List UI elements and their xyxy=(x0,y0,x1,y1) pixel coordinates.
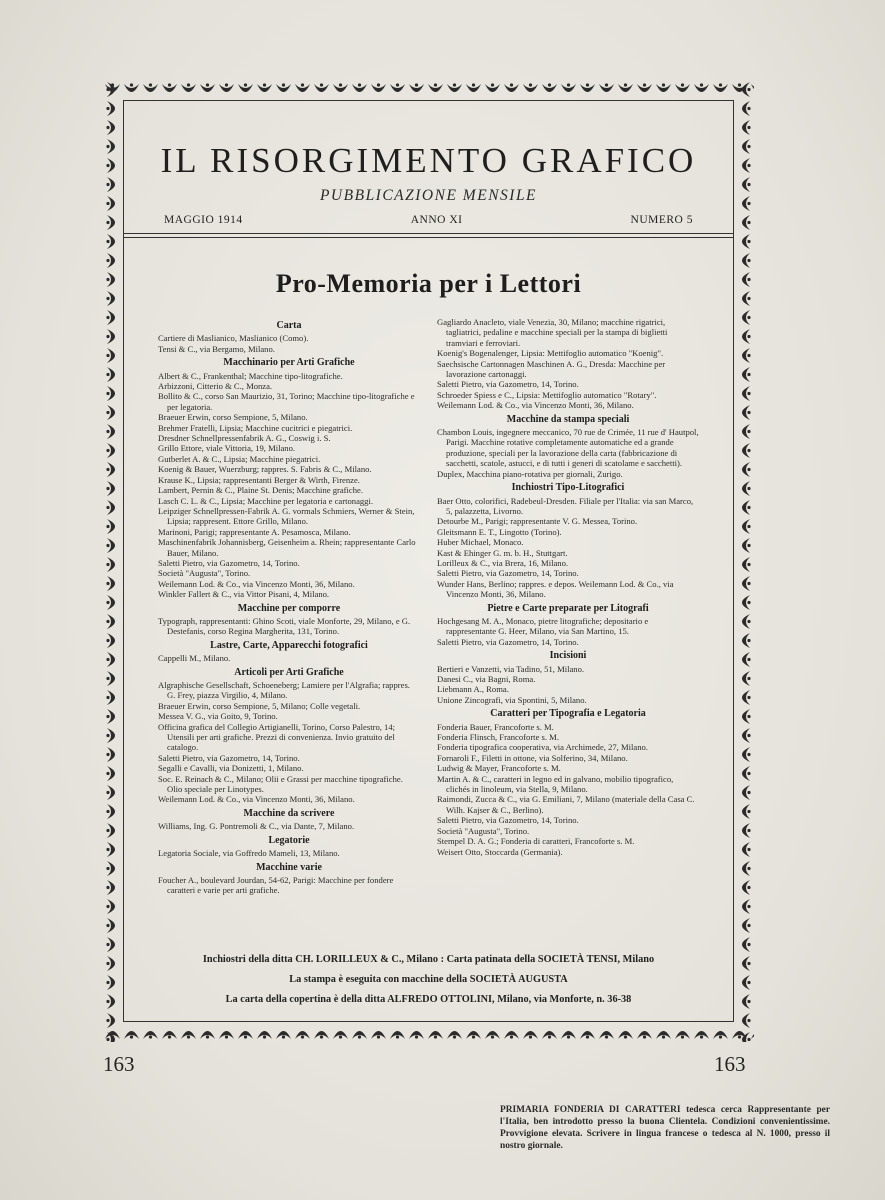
directory-entry: Gleitsmann E. T., Lingotto (Torino). xyxy=(437,526,562,537)
directory-entry: Saletti Pietro, via Gazometro, 14, Torino. xyxy=(437,379,579,390)
classified-advert: PRIMARIA FONDERIA DI CARATTERI tedesca cerca Rappresentante per l'Italia, ben introdotto presso la buona Clientela. Condizioni convenientissime. Provvigione elevata. Scrivere in lingua francese o tedesca al N. 1000, presso il nostro giornale. xyxy=(500,1105,830,1151)
issue-number: NUMERO 5 xyxy=(630,214,693,226)
directory-entry: Cartiere di Maslianico, Maslianico (Como). xyxy=(158,333,309,344)
section-heading: Macchine varie xyxy=(256,861,322,873)
directory-entry: Krause K., Lipsia; rappresentanti Berger & Wirth, Firenze. xyxy=(158,474,360,485)
directory-entry: Weilemann Lod. & Co., via Vincenzo Monti, 36, Milano. xyxy=(158,578,355,589)
directory-entry: Baer Otto, colorifici, Radebeul-Dresden. Filiale per l'Italia: via san Marco, 5, palazzetta, Livorno. xyxy=(437,495,694,516)
directory-entry: Saechsische Cartonnagen Maschinen A. G., Dresda: Macchine per lavorazione cartonaggi. xyxy=(437,358,666,380)
directory-entry: Legatoria Sociale, via Goffredo Mameli, 13, Milano. xyxy=(158,848,340,859)
directory-entry: Maschinenfabrik Johannisberg, Geisenheim a. Rhein; rappresentante Carlo Bauer, Milano. xyxy=(158,537,416,558)
directory-entry: Grillo Ettore, viale Vittoria, 19, Milano. xyxy=(158,443,296,454)
section-heading: Macchine per comporre xyxy=(237,602,341,614)
directory-entry: Braeuer Erwin, corso Sempione, 5, Milano. xyxy=(158,412,308,423)
section-heading: Inchiostri Tipo-Litografici xyxy=(511,482,625,494)
directory-entry: Schroeder Spiess e C., Lipsia: Mettifoglio automatico "Rotary". xyxy=(437,389,657,400)
directory-entry: Duplex, Macchina piano-rotativa per giornali, Zurigo. xyxy=(437,468,623,479)
footer-credit-inks: Inchiostri della ditta CH. LORILLEUX & C., Milano : Carta patinata della SOCIETÀ TENSI, Milano xyxy=(202,954,655,965)
directory-entry: Arbizzoni, Citterio & C., Monza. xyxy=(158,381,273,392)
section-heading: Macchine da scrivere xyxy=(243,807,335,819)
issue-date: MAGGIO 1914 xyxy=(164,214,243,226)
directory-entry: Braeuer Erwin, corso Sempione, 5, Milano; Colle vegetali. xyxy=(158,700,361,711)
directory-entry: Messea V. G., via Goito, 9, Torino. xyxy=(158,711,278,722)
directory-entry: Saletti Pietro, via Gazometro, 14, Torino. xyxy=(437,636,579,647)
directory-entry: Stempel D. A. G.; Fonderia di caratteri, Francoforte s. M. xyxy=(437,836,635,847)
masthead-title: IL RISORGIMENTO GRAFICO xyxy=(160,141,697,180)
masthead-rule-thin xyxy=(124,237,733,238)
directory-entry: Soc. E. Reinach & C., Milano; Olii e Grassi per macchine tipografiche. Olio speciale per Linotypes. xyxy=(158,773,403,795)
directory-entry: Leipziger Schnellpressen-Fabrik A. G. vormals Schmiers, Werner & Stein, Lipsia; rappresent. Ettore Grillo, Milano. xyxy=(158,505,415,527)
directory-entry: Bertieri e Vanzetti, via Tadino, 51, Milano. xyxy=(437,663,585,674)
section-heading: Macchinario per Arti Grafiche xyxy=(223,357,355,369)
directory-entry: Kast & Ehinger G. m. b. H., Stuttgart. xyxy=(437,547,568,558)
directory-entry: Saletti Pietro, via Gazometro, 14, Torino. xyxy=(158,557,300,568)
directory-entry: Fonderia Flinsch, Francoforte s. M. xyxy=(437,732,559,743)
directory-entry: Bollito & C., corso San Maurizio, 31, Torino; Macchine tipo-litografiche e per legatoria. xyxy=(158,391,415,412)
directory-entry: Lasch C. L. & C., Lipsia; Macchine per legatoria e cartonaggi. xyxy=(158,495,374,506)
directory-entry: Tensi & C., via Bergamo, Milano. xyxy=(158,343,275,354)
page-number-right: 163 xyxy=(714,1052,746,1076)
directory-entry: Lorilleux & C., via Brera, 16, Milano. xyxy=(437,557,569,568)
directory-entry: Koenig's Bogenalenger, Lipsia: Mettifoglio automatico "Koenig". xyxy=(437,348,664,359)
masthead-subtitle: PUBBLICAZIONE MENSILE xyxy=(319,187,538,204)
directory-entry: Weilemann Lod. & Co., via Vincenzo Monti, 36, Milano. xyxy=(158,794,355,805)
section-heading: Macchine da stampa speciali xyxy=(506,413,630,425)
issue-year: ANNO XI xyxy=(410,214,463,226)
directory-entry: Liebmann A., Roma. xyxy=(437,684,509,695)
directory-entry: Winkler Fallert & C., via Vittor Pisani, 4, Milano. xyxy=(158,589,330,600)
directory-entry: Williams, Ing. G. Pontremoli & C., via Dante, 7, Milano. xyxy=(158,821,355,832)
directory-entry: Unione Zincografi, via Spontini, 5, Milano. xyxy=(437,694,587,705)
ornament-border-left xyxy=(103,80,123,1042)
directory-entry: Officina grafica del Collegio Artigianelli, Torino, Corso Palestro, 14; Utensili per arti grafiche. Prezzi di convenienza. Invio gratuito del catalogo. xyxy=(158,721,396,753)
directory-entry: Gagliardo Anacleto, viale Venezia, 30, Milano; macchine rigatrici, tagliatrici, pedaline e macchine speciali per la stampa di biglietti tramviari e ferroviari. xyxy=(437,317,668,348)
page-heading: Pro-Memoria per i Lettori xyxy=(275,269,582,298)
section-heading: Carta xyxy=(276,320,302,331)
directory-entry: Chambon Louis, ingegnere meccanico, 70 rue de Crimée, 11 rue d' Hautpol, Parigi. Macchine rotative completamente automatiche ed a grande produzione, speciali per la lavorazione della carta (fabbricazione di sacchetti, scatole, astucci, e di tutti i generi di scatolame e sacchetti). xyxy=(437,427,699,469)
masthead-rule xyxy=(124,233,733,234)
directory-entry: Fonderia Bauer, Francoforte s. M. xyxy=(437,721,554,732)
directory-entry: Saletti Pietro, via Gazometro, 14, Torino. xyxy=(437,815,579,826)
directory-entry: Cappelli M., Milano. xyxy=(158,653,231,664)
directory-entry: Martin A. & C., caratteri in legno ed in galvano, mobilio tipografico, clichés in linoleum, via Stella, 9, Milano. xyxy=(437,773,674,795)
directory-entry: Fonderia tipografica cooperativa, via Archimede, 27, Milano. xyxy=(437,742,648,753)
directory-entry: Lambert, Pernin & C., Plaine St. Denis; Macchine grafiche. xyxy=(158,485,364,496)
section-heading: Legatorie xyxy=(268,834,310,846)
directory-entry: Fornaroli F., Filetti in ottone, via Solferino, 34, Milano. xyxy=(437,752,628,763)
directory-entry: Hochgesang M. A., Monaco, pietre litografiche; depositario e rappresentante G. Heer, Milano, via San Martino, 15. xyxy=(437,615,649,637)
directory-entry: Koenig & Bauer, Wuerzburg; rappres. S. Fabris & C., Milano. xyxy=(158,464,372,475)
directory-entry: Dresdner Schnellpressenfabrik A. G., Coswig i. S. xyxy=(158,433,331,444)
directory-column-left xyxy=(158,317,420,896)
section-heading: Incisioni xyxy=(549,650,587,662)
issue-info-row xyxy=(164,214,693,226)
ornament-border-bottom xyxy=(103,1022,754,1042)
ornament-border-top xyxy=(103,80,754,100)
directory-entry: Huber Michael, Monaco. xyxy=(437,537,524,548)
page-number-left: 163 xyxy=(103,1052,135,1076)
directory-entry: Foucher A., boulevard Jourdan, 54-62, Parigi: Macchine per fondere caratteri e varie per arti grafiche. xyxy=(158,874,394,896)
section-heading: Pietre e Carte preparate per Litografi xyxy=(487,602,649,614)
directory-entry: Saletti Pietro, via Gazometro, 14, Torino. xyxy=(158,752,300,763)
directory-entry: Danesi C., via Bagni, Roma. xyxy=(437,674,536,684)
section-heading: Articoli per Arti Grafiche xyxy=(234,666,344,678)
ornamental-frame xyxy=(103,80,754,1042)
directory-entry: Società "Augusta", Torino. xyxy=(158,568,251,579)
directory-entry: Wunder Hans, Berlino; rappres. e depos. Weilemann Lod. & Co., via Vincenzo Monti, 36, Milano. xyxy=(437,578,674,600)
footer-credit-cover: La carta della copertina è della ditta ALFREDO OTTOLINI, Milano, via Monforte, n. 36-38 xyxy=(225,994,632,1005)
directory-entry: Brehmer Fratelli, Lipsia; Macchine cucitrici e piegatrici. xyxy=(158,422,353,433)
directory-entry: Segalli e Cavalli, via Donizetti, 1, Milano. xyxy=(158,763,304,774)
directory-entry: Weilemann Lod. & Co., via Vincenzo Monti, 36, Milano. xyxy=(437,400,634,411)
directory-entry: Saletti Pietro, via Gazometro, 14, Torino. xyxy=(437,568,579,579)
directory-entry: Gutberlet A. & C., Lipsia; Macchine piegatrici. xyxy=(158,453,321,464)
directory-entry: Detourbe M., Parigi; rappresentante V. G. Messea, Torino. xyxy=(437,516,638,527)
ornament-border-right xyxy=(734,80,754,1042)
directory-entry: Weisert Otto, Stoccarda (Germania). xyxy=(437,846,563,857)
directory-entry: Algraphische Gesellschaft, Schoeneberg; Lamiere per l'Algrafia; rappres. G. Frey, piazza Virgilio, 4, Milano. xyxy=(158,680,410,701)
section-heading: Lastre, Carte, Apparecchi fotografici xyxy=(210,639,368,651)
directory-entry: Typograph, rappresentanti: Ghino Scoti, viale Monforte, 29, Milano, e G. Destefanis, corso Regina Margherita, 131, Torino. xyxy=(158,615,411,637)
content-panel xyxy=(123,100,734,1022)
directory-column-right xyxy=(437,317,699,857)
directory-entry: Ludwig & Mayer, Francoforte s. M. xyxy=(437,763,561,774)
directory-entry: Raimondi, Zucca & C., via G. Emiliani, 7, Milano (materiale della Casa C. Wilh. Kajser & C., Berlino). xyxy=(437,794,695,815)
section-heading: Caratteri per Tipografia e Legatoria xyxy=(490,708,646,720)
directory-entry: Albert & C., Frankenthal; Macchine tipo-litografiche. xyxy=(158,370,343,381)
directory-entry: Marinoni, Parigi; rappresentante A. Pesamosca, Milano. xyxy=(158,526,351,537)
directory-entry: Società "Augusta", Torino. xyxy=(437,825,530,836)
footer-credit-printing: La stampa è eseguita con macchine della SOCIETÀ AUGUSTA xyxy=(289,974,568,985)
